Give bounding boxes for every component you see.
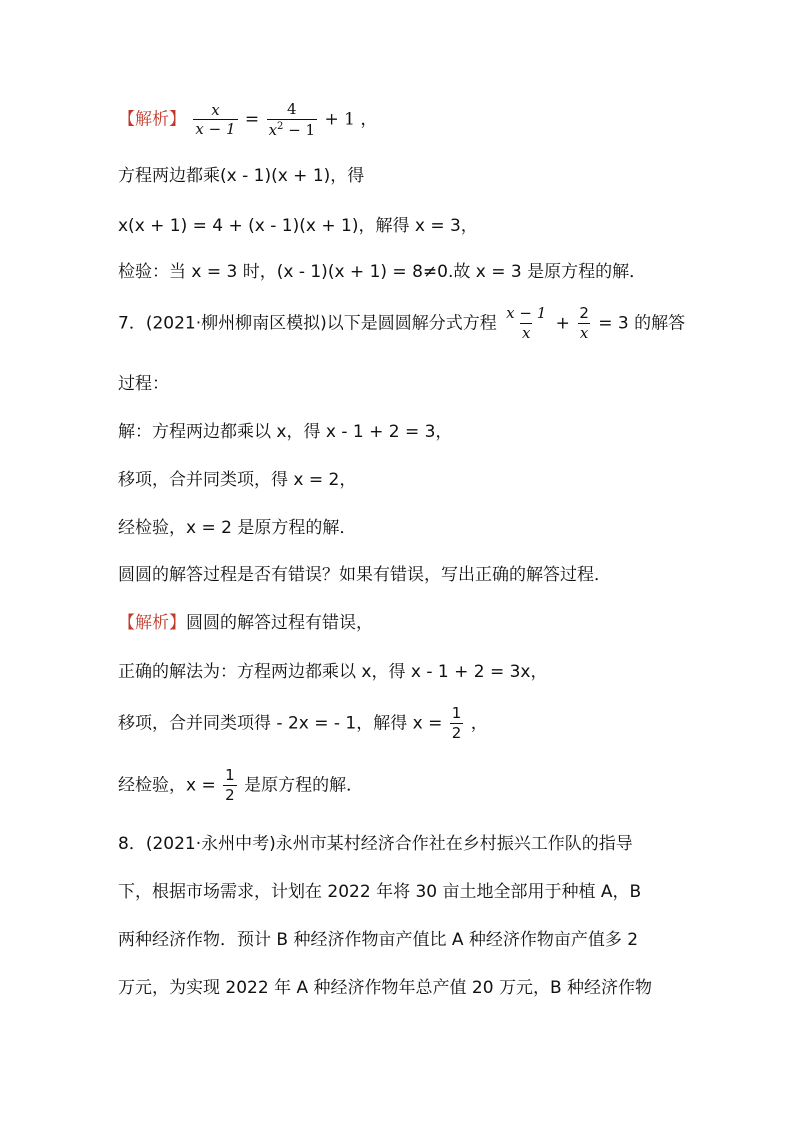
fraction: $\frac{x - 1}{x}$ [506,304,547,342]
text-line: 正确的解法为：方程两边都乘以 x，得 x - 1 + 2 = 3x， [118,662,548,682]
fraction: $\frac{1}{2}$ [451,704,462,742]
fraction: $\frac{2}{x}$ [579,304,589,342]
text-line: 过程： [118,374,169,394]
fraction: $\frac{4}{x^2 - 1}$ [268,100,316,139]
analysis-tag: 【解析】 [118,109,186,130]
text-line: 检验：当 x = 3 时，(x - 1)(x + 1) = 8≠0.故 x = 3 是原方程的解． [118,262,647,282]
text-line: x(x + 1) = 4 + (x - 1)(x + 1)，解得 x = 3， [118,216,478,236]
fraction: $\frac{x}{x - 1}$ [195,100,236,139]
question-7: 7．(2021·柳州柳南区模拟)以下是圆圆解分式方程 $\frac{x - 1}{x}$ + $\frac{2}{x}$ = 3 的解答 [118,304,686,342]
text-line: 圆圆的解答过程是否有错误？如果有错误，写出正确的解答过程． [118,565,611,585]
fraction: $\frac{1}{2}$ [225,766,235,804]
text-line: 解：方程两边都乘以 x，得 x - 1 + 2 = 3， [118,422,453,442]
text-line: 移项，合并同类项，得 x = 2， [118,470,357,490]
analysis-tag: 【解析】 [118,613,186,633]
text-line: 经检验，x = 2 是原方程的解． [118,518,357,538]
analysis-line-2: 【解析】圆圆的解答过程有错误， [118,613,373,633]
question-8-line: 两种经济作物．预计 B 种经济作物亩产值比 A 种经济作物亩产值多 2 [118,930,639,950]
question-8-line: 8．(2021·永州中考)永州市某村经济合作社在乡村振兴工作队的指导 [118,834,633,854]
text-line-fraction: 移项，合并同类项得 - 2x = - 1，解得 x = $\frac{1}{2}$ ， [118,704,488,742]
text-line-fraction: 经检验，x = $\frac{1}{2}$ 是原方程的解． [118,766,364,804]
text-line: 方程两边都乘(x - 1)(x + 1)，得 [118,166,365,186]
question-8-line: 万元，为实现 2022 年 A 种经济作物年总产值 20 万元，B 种经济作物 [118,978,653,998]
question-8-line: 下，根据市场需求，计划在 2022 年将 30 亩土地全部用于种植 A，B [118,882,642,902]
analysis-line-1: 【解析】 $\frac{x}{x - 1}$ = $\frac{4}{x^2 - 1}$ + 1 ， [118,100,378,139]
